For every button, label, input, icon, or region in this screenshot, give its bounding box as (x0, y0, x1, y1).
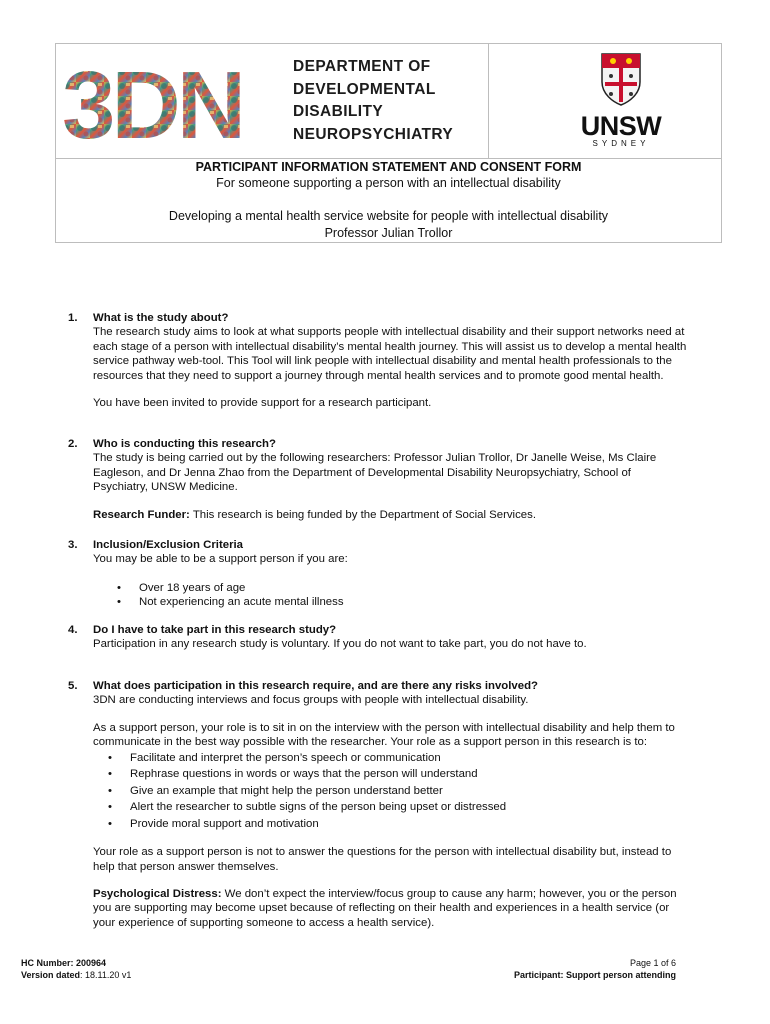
section-inclusion-criteria (68, 538, 688, 610)
list-item: • Not experiencing an acute mental illness (139, 595, 688, 609)
list-item: • Provide moral support and motivation (130, 816, 688, 833)
distress-label: Psychological Distress: (93, 887, 222, 900)
distress-text: We don’t expect the interview/focus group to cause any harm; however, you or the person you are supporting may become upset because of reflecting on their health and experiences in a health service (or your experience of supporting someone to access a health service). (93, 887, 677, 929)
footer-right (514, 957, 676, 981)
section-heading: Who is conducting this research? (93, 438, 276, 450)
form-subtitle: For someone supporting a person with an intellectual disability (216, 176, 561, 190)
section-number: 5. (68, 680, 78, 692)
section-who-conducting (68, 437, 688, 522)
hc-number: HC Number: 200964 (21, 958, 107, 968)
section-heading: Inclusion/Exclusion Criteria (93, 539, 244, 551)
version-value: : 18.11.20 v1 (80, 970, 132, 980)
section-paragraph: You may be able to be a support person if you are: (93, 553, 348, 566)
criteria-list (139, 581, 688, 610)
section-heading: What does participation in this research require, and are there any risks involved? (93, 680, 539, 692)
list-item: • Facilitate and interpret the person’s speech or communication (130, 750, 688, 767)
unsw-logo (566, 52, 676, 152)
unsw-crest-icon (599, 52, 643, 106)
section-paragraph: The study is being carried out by the following researchers: Professor Julian Trollor, Dr Janelle Weise, Ms Claire Eagleson, and Dr Jenna Zhao from the Department of Developmental Disability Neuropsychiatry, School of Psychiatry, UNSW Medicine. (93, 452, 657, 494)
svg-text:3DN: 3DN (62, 54, 243, 146)
participant-type (514, 969, 676, 981)
version-label: Version dated (21, 970, 81, 980)
funder-text: This research is being funded by the Department of Social Services. (189, 508, 536, 521)
section-heading: Do I have to take part in this research study? (93, 624, 337, 636)
section-heading: What is the study about? (93, 312, 229, 324)
footer-left (21, 957, 131, 981)
department-line: DEPARTMENT OF (293, 58, 431, 75)
section-paragraph: As a support person, your role is to sit in on the interview with the person with intellectual disability and help them to communicate in the best way possible with the researcher. Your role as a support person in this research is to: (93, 721, 675, 749)
section-take-part (68, 623, 688, 652)
version-dated (21, 969, 131, 981)
section-paragraph: Your role as a support person is not to answer the questions for the person with intellectual disability but, instead to help that person answer themselves. (93, 846, 672, 873)
header-title-block (56, 158, 721, 242)
support-role-list (130, 750, 688, 833)
section-paragraph: The research study aims to look at what supports people with intellectual disability and their support networks need at each stage of a person with intellectual disability’s mental health journey. This will assist us to develop a mental health service pathway web-tool. This Tool will link people with intellectual disability and mental health professionals to the resources that they need to support a journey through mental health services and to promote good mental health. (93, 326, 687, 382)
department-name (293, 56, 453, 146)
section-paragraph: You have been invited to provide support for a research participant. (93, 397, 432, 410)
participant-label: Participant: (513, 970, 564, 980)
list-item: • Give an example that might help the person understand better (130, 783, 688, 800)
page-number: Page 1 of 6 (629, 958, 676, 968)
department-line: DISABILITY (293, 103, 384, 120)
section-number: 4. (68, 624, 78, 636)
section-study-about (68, 311, 688, 410)
section-paragraph: 3DN are conducting interviews and focus groups with people with intellectual disability. (93, 694, 529, 707)
chief-investigator: Professor Julian Trollor (324, 226, 453, 240)
psychological-distress (93, 887, 688, 930)
department-line: NEUROPSYCHIATRY (293, 125, 454, 143)
participant-value: Support person attending (563, 970, 676, 980)
department-line: DEVELOPMENTAL (293, 80, 436, 98)
section-paragraph: Participation in any research study is voluntary. If you do not want to take part, you do not have to. (93, 638, 587, 651)
section-number: 3. (68, 539, 78, 551)
unsw-wordmark: UNSW (580, 111, 662, 141)
list-item: • Rephrase questions in words or ways that the person will understand (130, 766, 688, 783)
funder-label: Research Funder: (93, 508, 190, 521)
3dn-logo (62, 54, 272, 146)
list-item: • Over 18 years of age (139, 581, 688, 595)
form-title: PARTICIPANT INFORMATION STATEMENT AND CONSENT FORM (195, 160, 582, 174)
research-funder (93, 508, 688, 522)
header-logo-row (56, 44, 721, 159)
unsw-sydney: SYDNEY (592, 139, 650, 148)
section-participation-risks (68, 679, 688, 930)
list-item: • Alert the researcher to subtle signs of the person being upset or distressed (130, 799, 688, 816)
section-number: 2. (68, 438, 78, 450)
header-divider (488, 44, 489, 158)
section-number: 1. (68, 312, 78, 324)
project-title: Developing a mental health service website for people with intellectual disability (168, 209, 609, 223)
document-header (55, 43, 722, 243)
